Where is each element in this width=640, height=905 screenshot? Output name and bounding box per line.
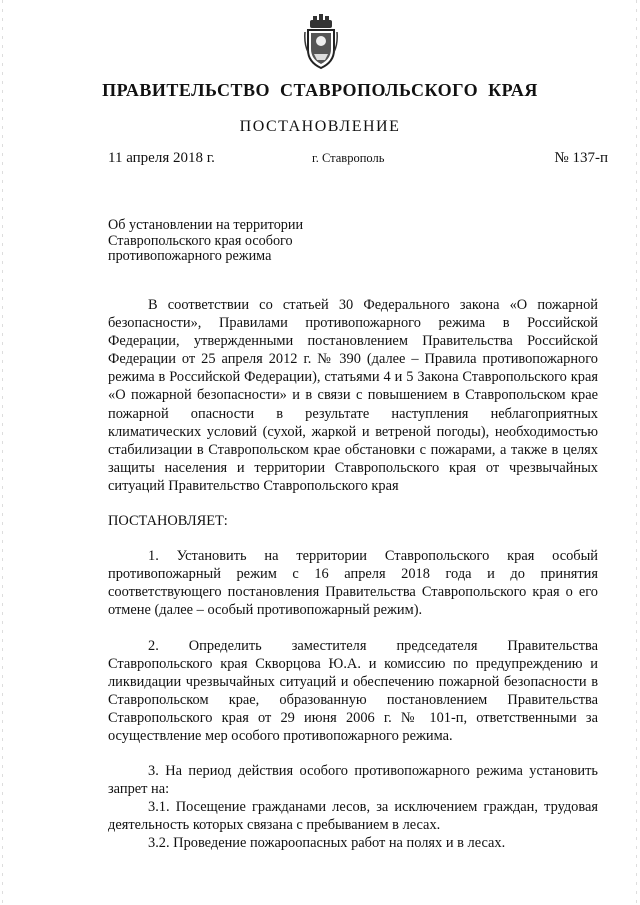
organization-title: ПРАВИТЕЛЬСТВО СТАВРОПОЛЬСКОГО КРАЯ bbox=[102, 80, 538, 100]
coat-of-arms-icon bbox=[304, 14, 338, 70]
document-city: г. Ставрополь bbox=[312, 151, 385, 165]
date-line bbox=[108, 150, 608, 170]
item-3-1-paragraph: 3.1. Посещение гражданами лесов, за исключением граждан, трудовая деятельность которых связана с пребыванием в лесах. bbox=[108, 799, 598, 834]
preamble-paragraph: В соответствии со статьей 30 Федерального закона «О пожарной безопасности», Правилами противопожарного режима в Российской Федерации, утвержденными постановлением Правительства Российской Федерации от 25 апреля 2012 г. № 390 (далее – Правила противопожарного режима в Российской Федерации), статьями 4 и 5 Закона Ставропольского края «О пожарной безопасности» и в связи с повышением в Ставропольском крае пожарной опасности в результате наступления неблагоприятных климатических условий (сухой, жаркой и ветреной погоды), необходимостью стабилизации в Ставропольском крае обстановки с пожарами, а также в целях защиты населения и территории Ставропольского края от чрезвычайных ситуаций Правительство Ставропольского края bbox=[108, 297, 598, 494]
document-type: ПОСТАНОВЛЕНИЕ bbox=[239, 118, 401, 135]
item-2-paragraph: 2. Определить заместителя председателя Правительства Ставропольского края Скворцова Ю.А. и комиссию по предупреждению и ликвидации чрезвычайных ситуаций и обеспечению пожарной безопасности в Ставропольском крае, образованную постановлением Правительства Ставропольского края от 29 июня 2006 г. № 101-п, ответственными за осуществление мер особого противопожарного режима. bbox=[108, 637, 598, 744]
document-date: 11 апреля 2018 г. bbox=[108, 150, 215, 166]
item-3-2-paragraph: 3.2. Проведение пожароопасных работ на полях и в лесах. bbox=[148, 835, 506, 852]
item-3-paragraph: 3. На период действия особого противопожарного режима установить запрет на: bbox=[108, 763, 598, 798]
document-subject: Об установлении на территории Ставропольского края особого противопожарного режима bbox=[108, 217, 304, 265]
document-number: № 137-п bbox=[554, 150, 608, 166]
document-body bbox=[108, 296, 598, 853]
item-1-paragraph: 1. Установить на территории Ставропольского края особый противопожарный режим с 16 апреля 2018 года и до принятия соответствующего постановления Правительства Ставропольского края о его отмене (далее – особый противопожарный режим). bbox=[108, 548, 598, 619]
decree-heading: ПОСТАНОВЛЯЕТ: bbox=[108, 513, 228, 530]
